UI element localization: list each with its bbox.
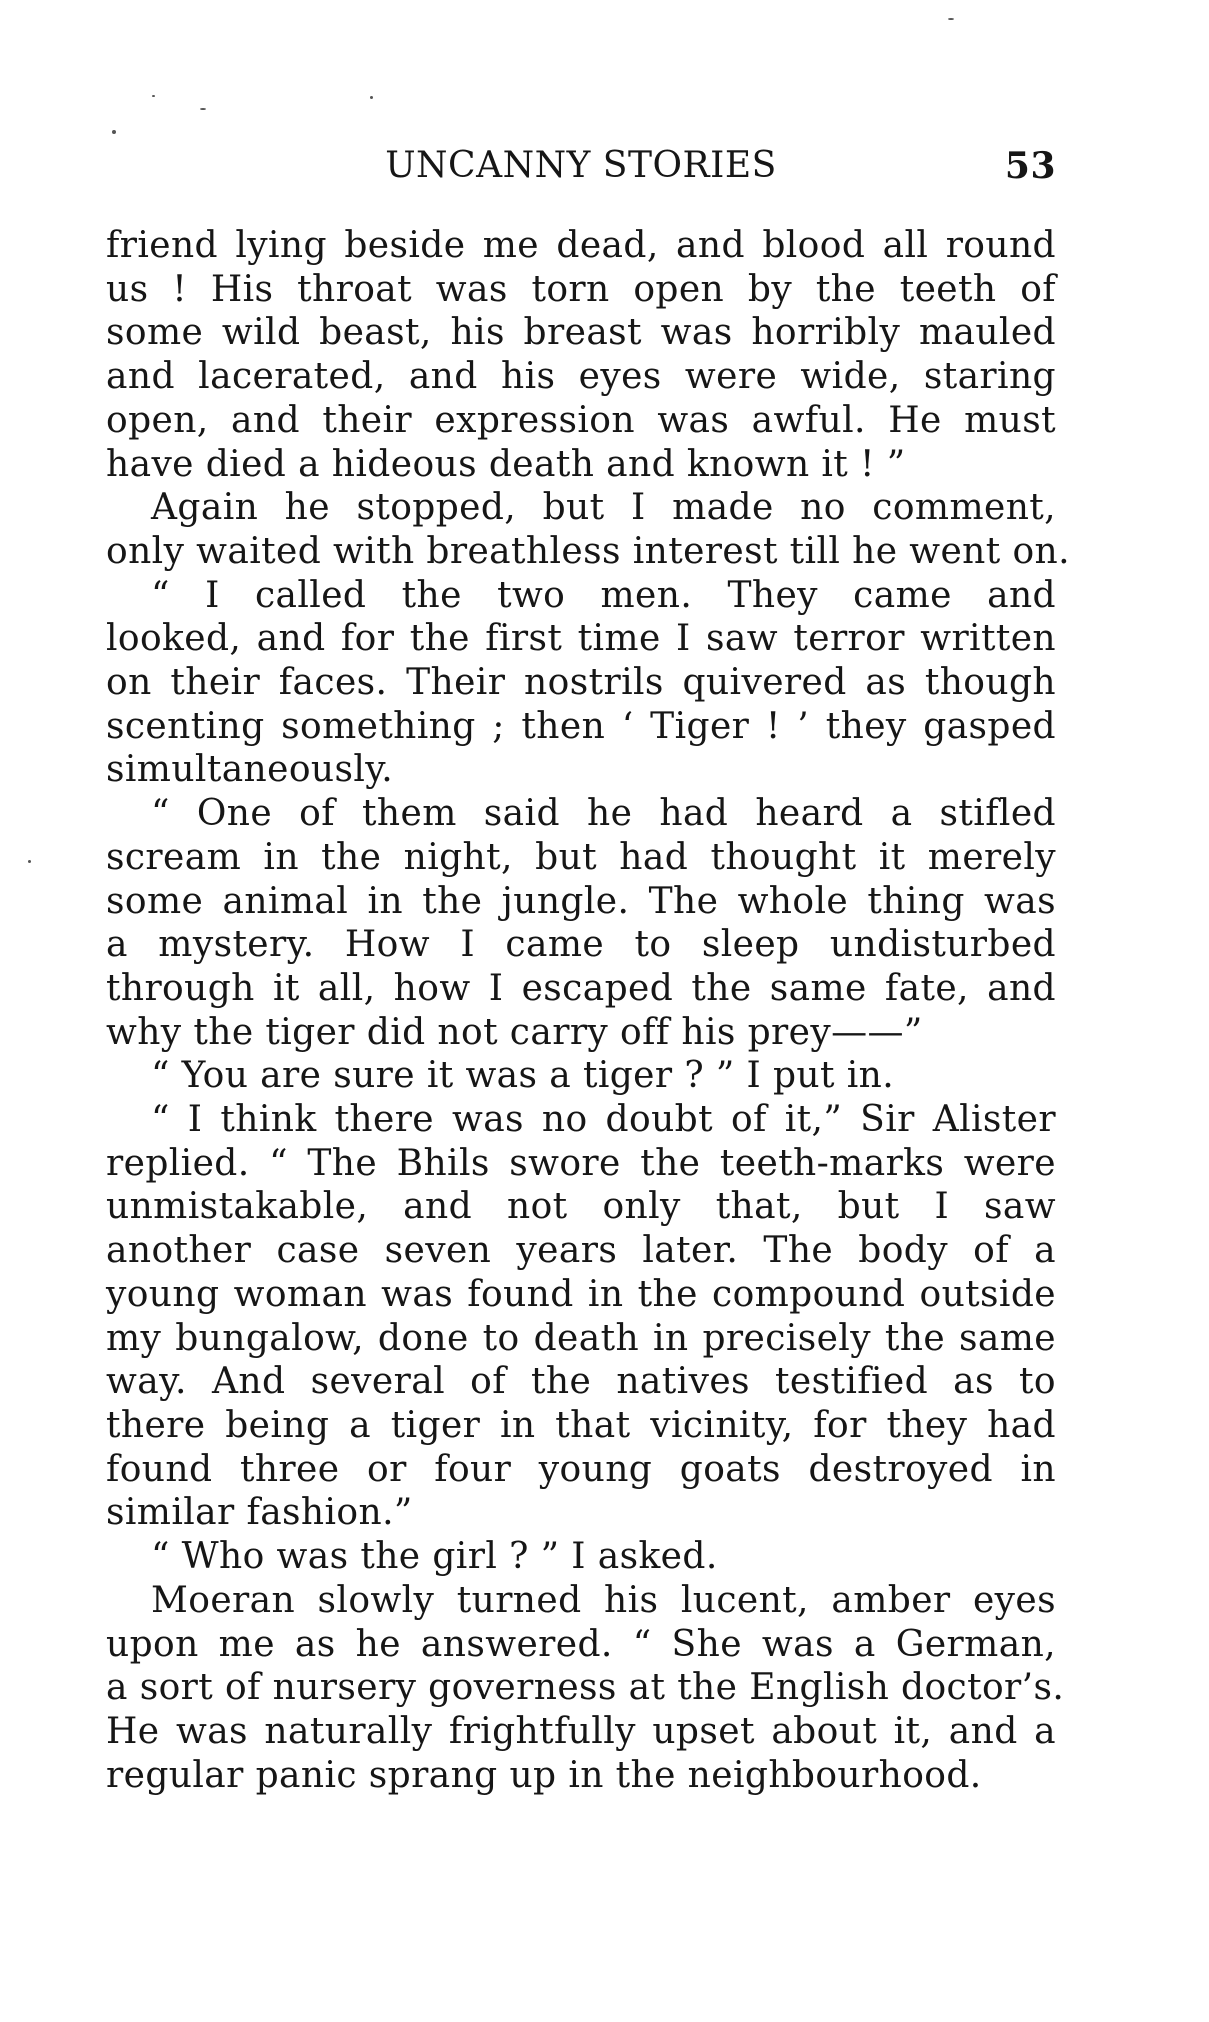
text-line: “ Who was the girl ? ” I asked. [151, 1536, 718, 1578]
scan-speck [152, 95, 155, 97]
text-line: Again he stopped, but I made no comment, [151, 487, 1056, 529]
text-line: scream in the night, but had thought it merely [106, 836, 1056, 878]
paragraph [106, 574, 1056, 793]
text-line: have died a hideous death and known it ! ” [106, 443, 906, 485]
paragraph [106, 486, 1070, 573]
text-line: simultaneously. [106, 749, 394, 791]
paragraph [106, 1535, 1056, 1579]
text-line: some wild beast, his breast was horribly mauled [106, 312, 1056, 354]
scan-speck [370, 96, 373, 99]
text-line: He was naturally frightfully upset about it, and a [106, 1710, 1056, 1752]
text-line: only waited with breathless interest till he went on. [106, 530, 1070, 572]
text-line: there being a tiger in that vicinity, for they had [106, 1404, 1056, 1446]
text-line: “ I think there was no doubt of it,” Sir Alister [151, 1099, 1056, 1141]
paragraph [106, 1098, 1056, 1535]
text-line: some animal in the jungle. The whole thing was [106, 880, 1056, 922]
text-line: friend lying beside me dead, and blood all round [106, 225, 1056, 266]
text-line: a mystery. How I came to sleep undisturbed [106, 924, 1056, 966]
text-line: “ You are sure it was a tiger ? ” I put in. [151, 1055, 895, 1097]
text-line: my bungalow, done to death in precisely the same [106, 1317, 1056, 1359]
scan-speck [28, 860, 31, 863]
scan-speck [948, 18, 954, 20]
text-line: regular panic sprang up in the neighbourhood. [106, 1754, 982, 1796]
text-line: a sort of nursery governess at the English doctor’s. [106, 1667, 1065, 1709]
text-line: upon me as he answered. “ She was a German, [106, 1623, 1056, 1665]
page-header [106, 140, 1056, 192]
text-line: us ! His throat was torn open by the teeth of [106, 268, 1056, 310]
text-line: through it all, how I escaped the same fate, and [106, 967, 1056, 1009]
text-line: open, and their expression was awful. He must [106, 399, 1056, 441]
text-line: way. And several of the natives testified as to [106, 1361, 1056, 1403]
paragraph [106, 224, 1056, 486]
text-line: “ I called the two men. They came and [151, 574, 1056, 616]
text-line: similar fashion.” [106, 1492, 413, 1534]
scan-speck [112, 130, 116, 134]
scan-speck [200, 108, 206, 110]
text-line: looked, and for the first time I saw terror written [106, 618, 1056, 660]
page-number: 53 [1004, 145, 1056, 187]
text-line: “ One of them said he had heard a stifled [151, 793, 1056, 835]
text-line: found three or four young goats destroyed in [106, 1448, 1056, 1490]
text-line: why the tiger did not carry off his prey——” [106, 1011, 923, 1053]
text-line: replied. “ The Bhils swore the teeth-marks were [106, 1142, 1056, 1184]
body-text [106, 224, 1070, 1797]
text-line: unmistakable, and not only that, but I saw [106, 1186, 1056, 1228]
text-line: and lacerated, and his eyes were wide, staring [106, 356, 1056, 398]
running-title: UNCANNY STORIES [385, 145, 777, 186]
text-line: on their faces. Their nostrils quivered as though [106, 662, 1056, 704]
paragraph [106, 792, 1056, 1054]
paragraph [106, 1579, 1065, 1798]
paragraph [106, 1054, 1056, 1098]
text-line: scenting something ; then ‘ Tiger ! ’ they gasped [106, 705, 1056, 747]
text-line: Moeran slowly turned his lucent, amber eyes [151, 1579, 1056, 1621]
text-line: another case seven years later. The body of a [106, 1230, 1056, 1272]
text-line: young woman was found in the compound outside [106, 1273, 1056, 1315]
